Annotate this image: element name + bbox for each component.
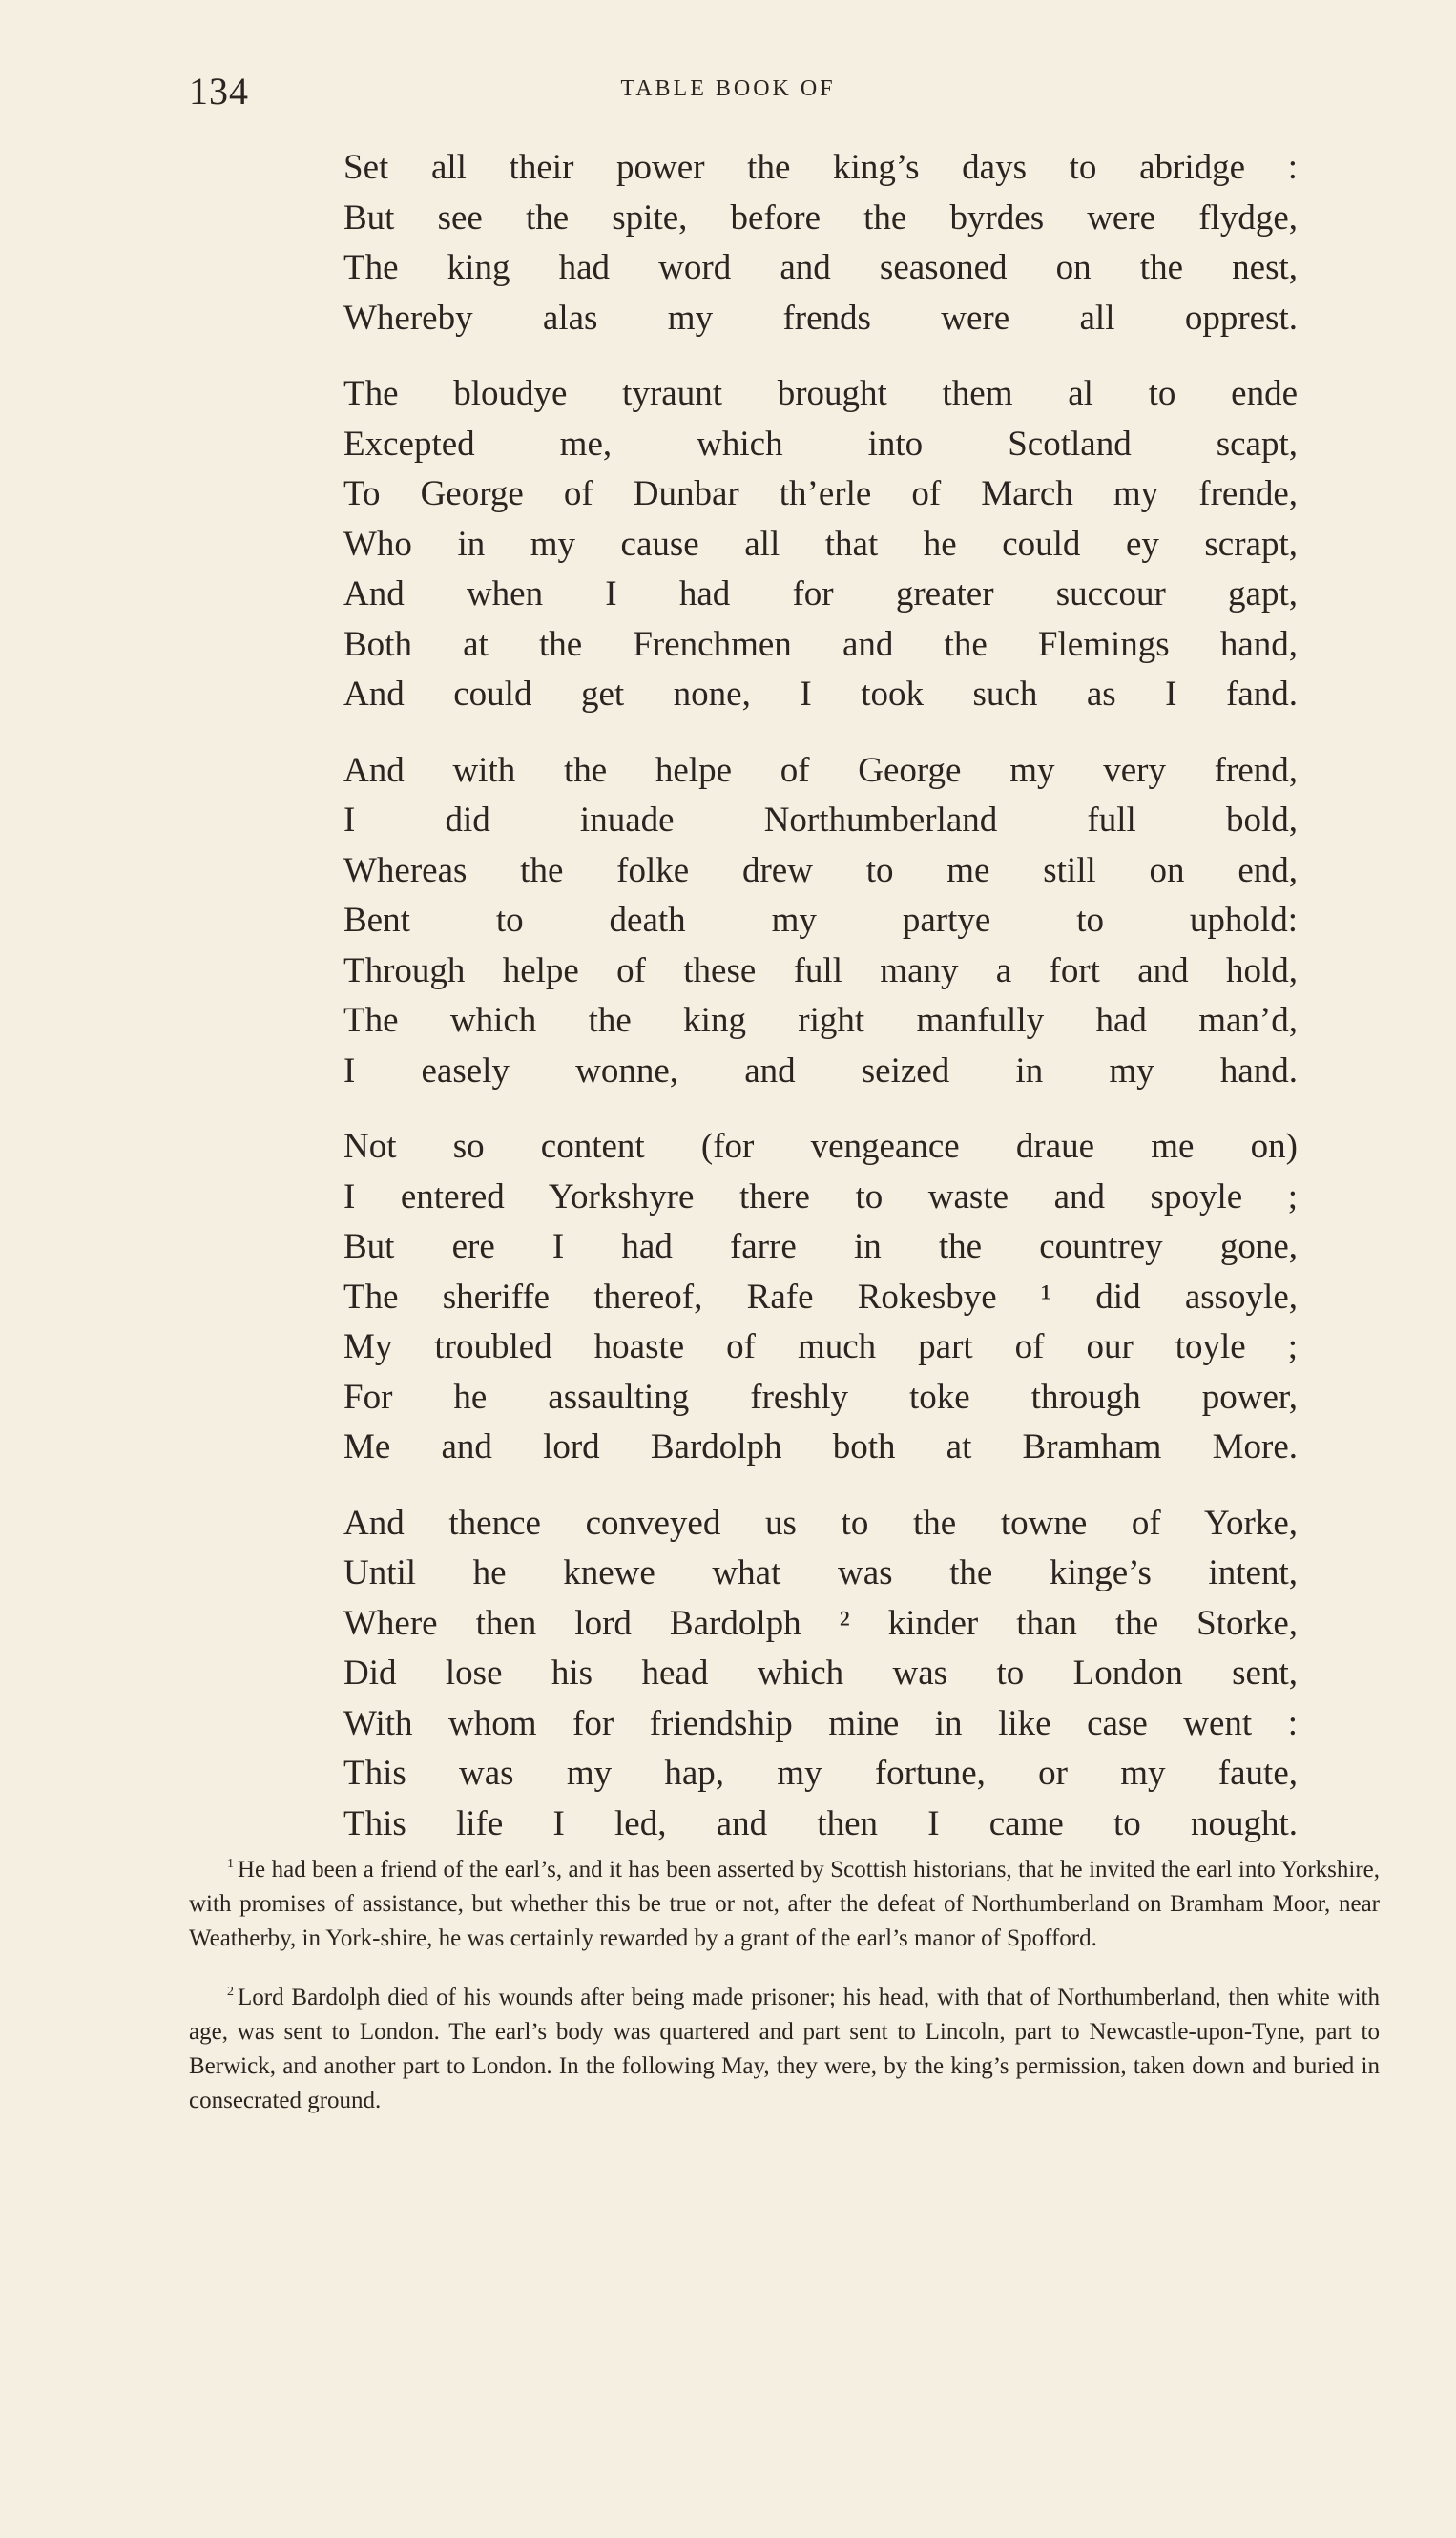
poem-line: Excepted me, which into Scotland scapt, <box>343 424 1298 464</box>
poem-line: To George of Dunbar th’erle of March my frende, <box>343 474 1298 513</box>
poem <box>343 143 1298 1875</box>
poem-line: But ere I had farre in the countrey gone, <box>343 1227 1298 1266</box>
poem-line: My troubled hoaste of much part of our toyle ; <box>343 1327 1298 1366</box>
poem-line: With whom for friendship mine in like case went : <box>343 1703 1298 1743</box>
poem-line: This life I led, and then I came to nought. <box>343 1803 1298 1843</box>
page-number: 134 <box>189 70 249 113</box>
poem-line: Whereby alas my frends were all opprest. <box>343 298 1298 338</box>
poem-line: Both at the Frenchmen and the Flemings hand, <box>343 624 1298 664</box>
poem-line: The sheriffe thereof, Rafe Rokesbye ¹ did assoyle, <box>343 1277 1298 1317</box>
footnote-2 <box>189 1975 1380 2118</box>
poem-line: And when I had for greater succour gapt, <box>343 574 1298 614</box>
poem-line: Did lose his head which was to London sent, <box>343 1654 1298 1693</box>
footnote-marker: 2 <box>227 1985 234 1999</box>
poem-line: Set all their power the king’s days to abridge : <box>343 148 1298 187</box>
poem-line: The which the king right manfully had man’d, <box>343 1001 1298 1040</box>
footnote-marker: 1 <box>227 1857 234 1871</box>
footnotes <box>189 1847 1380 2137</box>
poem-line: Until he knewe what was the kinge’s intent, <box>343 1553 1298 1592</box>
footnote-1 <box>189 1847 1380 1956</box>
poem-line: And could get none, I took such as I fand. <box>343 675 1298 714</box>
poem-line: Who in my cause all that he could ey scrapt, <box>343 524 1298 564</box>
stanza <box>343 1499 1298 1850</box>
poem-line: Bent to death my partye to uphold: <box>343 901 1298 940</box>
poem-line: The king had word and seasoned on the nest, <box>343 248 1298 287</box>
poem-line: For he assaulting freshly toke through power, <box>343 1377 1298 1417</box>
poem-line: The bloudye tyraunt brought them al to ende <box>343 374 1298 413</box>
poem-line: But see the spite, before the byrdes were flydge, <box>343 198 1298 238</box>
poem-line: I easely wonne, and seized in my hand. <box>343 1051 1298 1091</box>
poem-line: Me and lord Bardolph both at Bramham More. <box>343 1427 1298 1467</box>
poem-line: Not so content (for vengeance draue me on) <box>343 1127 1298 1166</box>
poem-line: Whereas the folke drew to me still on end, <box>343 850 1298 890</box>
poem-line: Through helpe of these full many a fort and hold, <box>343 950 1298 990</box>
poem-line: And with the helpe of George my very frend, <box>343 750 1298 790</box>
poem-line: I entered Yorkshyre there to waste and spoyle ; <box>343 1176 1298 1217</box>
poem-line: I did inuade Northumberland full bold, <box>343 801 1298 840</box>
stanza <box>343 1122 1298 1473</box>
stanza <box>343 746 1298 1097</box>
poem-line: This was my hap, my fortune, or my faute, <box>343 1754 1298 1793</box>
poem-line: And thence conveyed us to the towne of Yorke, <box>343 1503 1298 1543</box>
footnote-text: Lord Bardolph died of his wounds after being made prisoner; his head, with that of Northumberland, then white with age, was sent to London. The earl’s body was quartered and part sent to Lincoln, part to Newcastle-upon-Tyne, part to Berwick, and another part to London. In the following May, they were, by the king’s permission, taken down and buried in consecrated ground. <box>189 1985 1380 2113</box>
stanza <box>343 143 1298 343</box>
footnote-text: He had been a friend of the earl’s, and it has been asserted by Scottish historians, that he invited the earl into Yorkshire, with promises of assistance, but whether this be true or not, after the defeat of Northumberland on Bramham Moor, near Weatherby, in York-shire, he was certainly rewarded by a grant of the earl’s manor of Spofford. <box>189 1857 1380 1951</box>
poem-line: Where then lord Bardolph ² kinder than the Storke, <box>343 1603 1298 1643</box>
stanza <box>343 369 1298 720</box>
running-head: TABLE BOOK OF <box>620 76 836 101</box>
